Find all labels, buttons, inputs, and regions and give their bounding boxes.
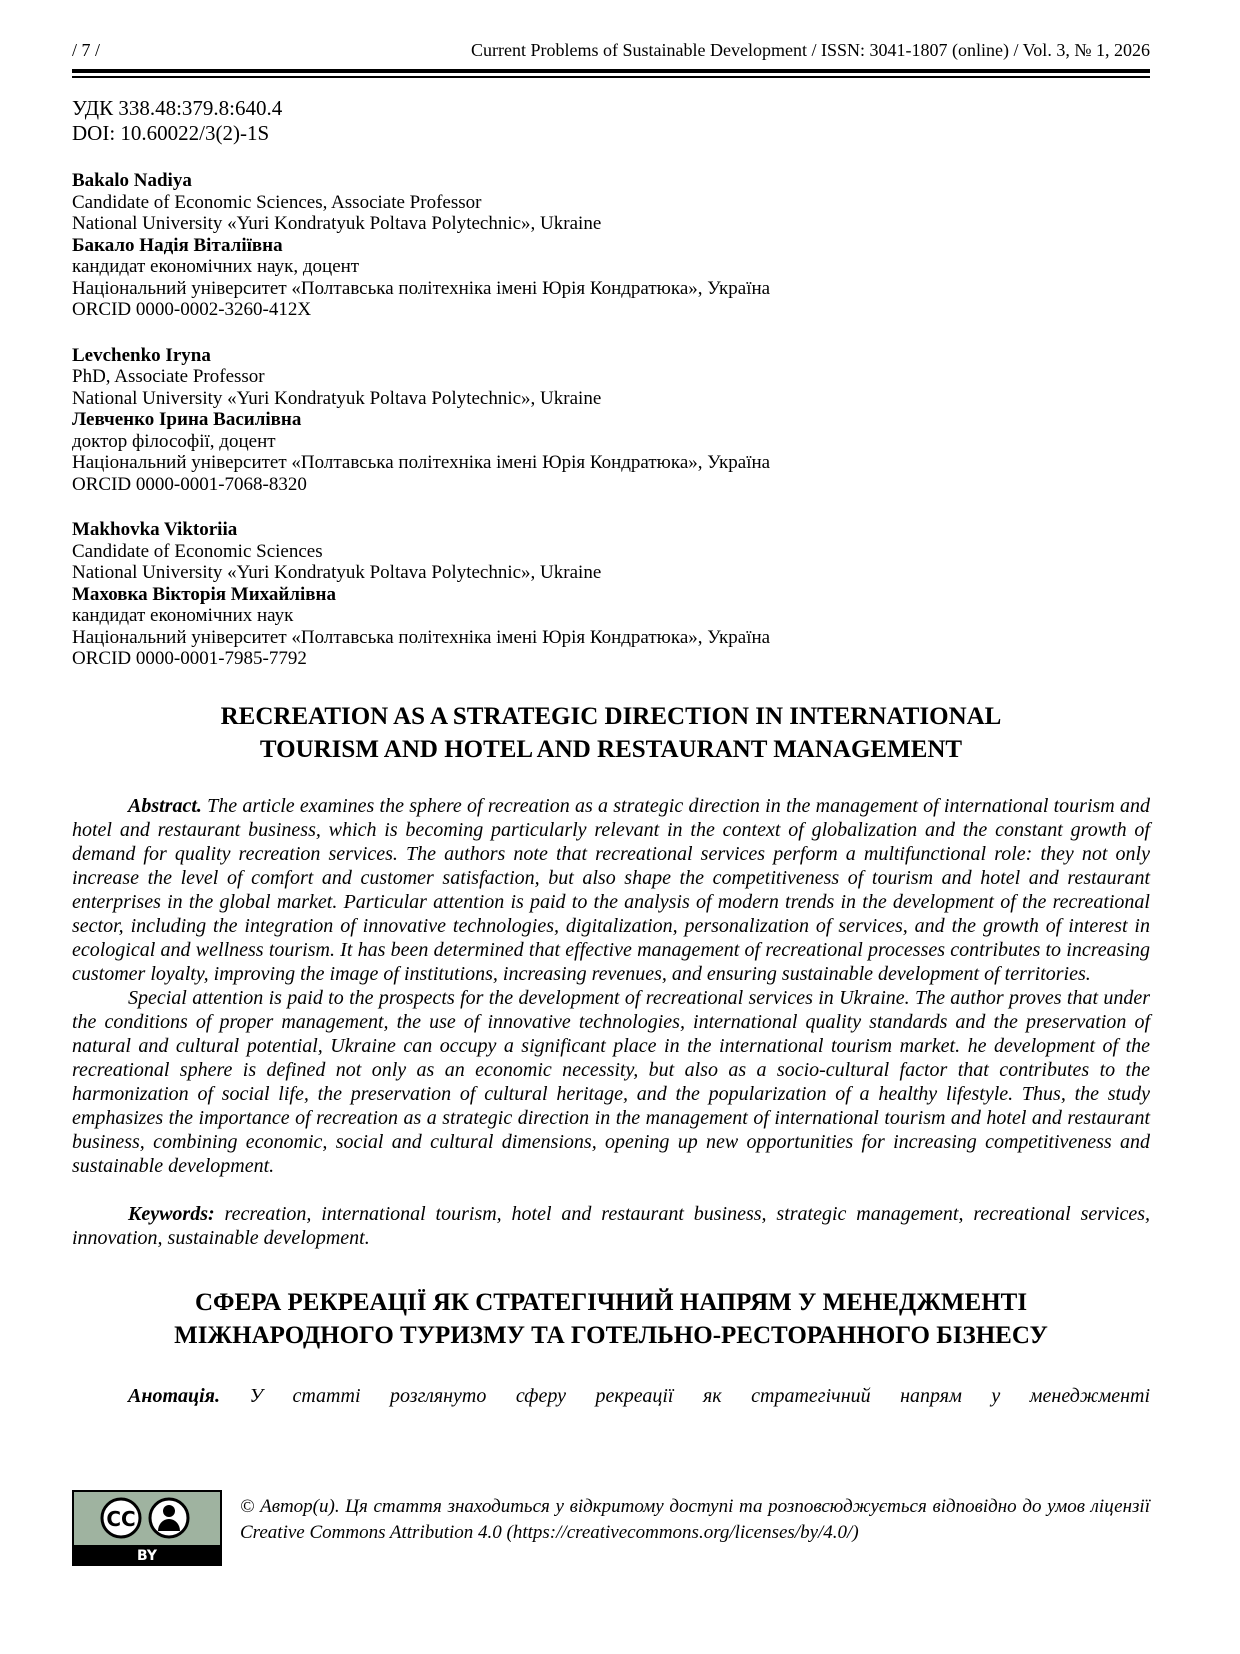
article-title-uk: СФЕРА РЕКРЕАЦІЇ ЯК СТРАТЕГІЧНИЙ НАПРЯМ У МЕНЕДЖМЕНТІ МІЖНАРОДНОГО ТУРИЗМУ ТА ГОТЕЛЬНО-РЕСТОРАННОГО БІЗНЕСУ: [174, 1288, 1048, 1349]
author-name-en: Bakalo Nadiya: [72, 170, 192, 191]
annotation-label: Анотація.: [128, 1384, 220, 1407]
author-degree-en: PhD, Associate Professor: [72, 366, 265, 387]
abstract-label: Abstract.: [128, 794, 202, 817]
page-number: / 7 /: [72, 40, 101, 60]
author-name-uk: Левченко Ірина Василівна: [72, 409, 302, 430]
author-affiliation-en: National University «Yuri Kondratyuk Poltava Polytechnic», Ukraine: [72, 562, 602, 583]
author-block-2: [72, 345, 1150, 496]
author-affiliation-uk: Національний університет «Полтавська політехніка імені Юрія Кондратюка», Україна: [72, 626, 771, 648]
article-meta: [72, 96, 1150, 146]
author-degree-en: Candidate of Economic Sciences: [72, 540, 323, 562]
author-name-en: Levchenko Iryna: [72, 344, 211, 366]
author-block-3: [72, 519, 1150, 670]
annotation-text: У статті розглянуто сферу рекреації як стратегічний напрям у менеджменті: [249, 1384, 1151, 1407]
author-block-1: [72, 170, 1150, 321]
cc-badge-by-label: BY: [136, 1548, 158, 1564]
journal-header-line: Current Problems of Sustainable Development / ISSN: 3041-1807 (online) / Vol. 3, № 1, 2026: [471, 40, 1150, 60]
keywords-text: recreation, international tourism, hotel and restaurant business, strategic management, recreational services, innovation, sustainable development.: [72, 1202, 1151, 1249]
author-degree-uk: доктор філософії, доцент: [72, 430, 276, 452]
author-affiliation-uk: Національний університет «Полтавська політехніка імені Юрія Кондратюка», Україна: [72, 277, 771, 299]
author-name-uk: Бакало Надія Віталіївна: [72, 234, 283, 256]
header-double-rule: [72, 69, 1150, 78]
author-name-en: Makhovka Viktoriia: [72, 519, 238, 540]
abstract-paragraph-2: [72, 986, 1150, 1178]
author-orcid: ORCID 0000-0001-7985-7792: [72, 648, 307, 669]
author-degree-en: Candidate of Economic Sciences, Associate Professor: [72, 191, 482, 213]
udk-code: УДК 338.48:379.8:640.4: [72, 96, 283, 120]
abstract-section: [72, 794, 1150, 1250]
keywords-paragraph: [72, 1202, 1150, 1250]
license-text: © Автор(и). Ця стаття знаходиться у відкритому доступі та розповсюджується відповідно до умов ліцензії Creative Commons Attribution 4.0 (https://creativecommons.org/licenses/by/4.0/): [240, 1496, 1150, 1543]
rule-bottom: [72, 76, 1150, 78]
author-name-uk: Маховка Вікторія Михайлівна: [72, 583, 336, 605]
author-affiliation-uk: Національний університет «Полтавська політехніка імені Юрія Кондратюка», Україна: [72, 452, 771, 473]
annotation-paragraph: [72, 1384, 1150, 1408]
authors-section: [72, 170, 1150, 670]
person-circle-icon: [150, 1499, 188, 1537]
cc-by-badge-icon: [72, 1490, 222, 1566]
keywords-label: Keywords:: [128, 1202, 215, 1225]
abstract-text-1: The article examines the sphere of recreation as a strategic direction in the management of international tourism and hotel and restaurant business, which is becoming particularly relevant in the context of globalization and the constant growth of demand for quality recreation services. The authors note that recreational services perform a multifunctional role: they not only increase the level of comfort and customer satisfaction, but also shape the competitiveness of tourism and hotel and restaurant enterprises in the global market. Particular attention is paid to the analysis of modern trends in the development of the recreational sector, including the integration of innovative technologies, digitalization, personalization of services, and the growth of interest in ecological and wellness tourism. It has been determined that effective management of recreational processes contributes to increasing customer loyalty, improving the image of institutions, increasing revenues, and ensuring sustainable development of territories.: [72, 794, 1151, 985]
article-title-en: RECREATION AS A STRATEGIC DIRECTION IN INTERNATIONAL TOURISM AND HOTEL AND RESTAURANT MANAGEMENT: [220, 702, 1002, 763]
doi-code: DOI: 10.60022/3(2)-1S: [72, 121, 270, 145]
author-affiliation-en: National University «Yuri Kondratyuk Poltava Polytechnic», Ukraine: [72, 213, 602, 234]
license-footer: [72, 1490, 1150, 1566]
rule-top: [72, 69, 1150, 73]
running-head: [72, 40, 1150, 61]
author-orcid: ORCID 0000-0002-3260-412X: [72, 299, 312, 320]
person-head-icon: [163, 1505, 175, 1517]
author-affiliation-en: National University «Yuri Kondratyuk Poltava Polytechnic», Ukraine: [72, 387, 602, 409]
author-orcid: ORCID 0000-0001-7068-8320: [72, 473, 307, 495]
abstract-text-2: Special attention is paid to the prospects for the development of recreational services in Ukraine. The author proves that under the conditions of proper management, the use of innovative technologies, international quality standards and the preservation of natural and cultural potential, Ukraine can occupy a significant place in the international tourism market. he development of the recreational sphere is defined not only as an economic necessity, but also as a socio-cultural factor that contributes to the harmonization of social life, the preservation of cultural heritage, and the popularization of a healthy lifestyle. Thus, the study emphasizes the importance of recreation as a strategic direction in the management of international tourism and hotel and restaurant business, combining economic, social and cultural dimensions, opening up new opportunities for increasing competitiveness and sustainable development.: [72, 986, 1150, 1177]
author-degree-uk: кандидат економічних наук, доцент: [72, 256, 360, 277]
author-degree-uk: кандидат економічних наук: [72, 605, 294, 626]
cc-circle-text: CC: [106, 1507, 136, 1531]
abstract-paragraph-1: [72, 794, 1150, 986]
